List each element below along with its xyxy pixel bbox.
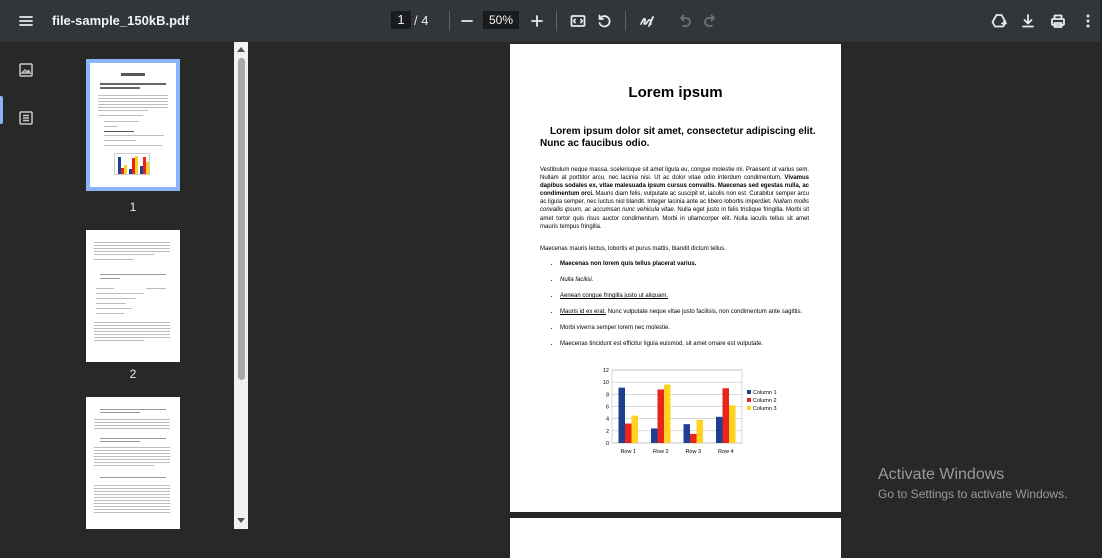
download-button[interactable] bbox=[1014, 7, 1042, 35]
bar bbox=[697, 420, 704, 443]
legend-swatch bbox=[747, 406, 751, 410]
pdf-page-1 bbox=[510, 44, 841, 512]
image-icon bbox=[18, 62, 34, 78]
save-to-drive-button[interactable] bbox=[985, 7, 1013, 35]
bar bbox=[684, 424, 691, 443]
document-viewer[interactable] bbox=[248, 42, 1100, 529]
minus-icon bbox=[458, 12, 476, 30]
menu-icon[interactable] bbox=[12, 7, 40, 35]
page-number-input[interactable] bbox=[391, 11, 411, 29]
document-paragraph: Vestibulum neque massa, scelerisque sit amet ligula eu, congue molestie mi. Praesent ut varius sem. Nullam at porttitor arcu, nec lacinia nisi. Ut ac dolor vitae odio interdum condimentum. Vivamus dapibus sodales ex, vitae malesuada ipsum cursus convallis. Maecenas sed egestas nulla, ac condimentum orci. Mauris diam felis, vulputate ac suscipit et, iaculis non est. Curabitur semper arcu ac ligula semper, nec luctus nisl blandit. Integer lacinia ante ac libero lobortis imperdiet. Nullam mollis convallis ipsum, ac accumsan nunc vehicula vitae. Nulla eget justo in felis tristique fringilla. Morbi sit amet tortor quis risus auctor condimentum. Morbi in ullamcorper elit. Nulla iaculis tellus sit amet mauris tempus fringilla. bbox=[540, 167, 810, 230]
y-tick-label: 12 bbox=[602, 368, 609, 374]
document-title: Lorem ipsum bbox=[628, 84, 723, 101]
undo-button[interactable] bbox=[670, 7, 698, 35]
bar bbox=[658, 389, 665, 443]
file-title: file-sample_150kB.pdf bbox=[52, 13, 190, 28]
legend-swatch bbox=[747, 398, 751, 402]
bar bbox=[729, 405, 736, 443]
list-item: • Nulla facilisi. bbox=[560, 276, 810, 284]
thumbnail-scrollbar[interactable] bbox=[234, 42, 248, 529]
fit-page-icon bbox=[569, 12, 587, 30]
document-bullet-list bbox=[550, 260, 810, 356]
zoom-out-button[interactable] bbox=[453, 7, 481, 35]
list-item: • Aenean congue fringilla justo ut aliquam. bbox=[560, 292, 810, 300]
redo-button[interactable] bbox=[697, 7, 725, 35]
print-icon bbox=[1049, 12, 1067, 30]
page-count: / 4 bbox=[414, 13, 429, 28]
rail-active-indicator bbox=[0, 96, 3, 124]
y-tick-label: 8 bbox=[605, 392, 609, 399]
thumbnail-page-number: 2 bbox=[129, 367, 137, 381]
list-item: • Maecenas non lorem quis tellus placerat varius. bbox=[560, 260, 810, 268]
toolbar-divider bbox=[556, 11, 557, 31]
list-icon bbox=[18, 110, 34, 126]
bar bbox=[651, 428, 658, 443]
windows-activation-watermark bbox=[878, 466, 1067, 501]
redo-icon bbox=[702, 12, 720, 30]
list-item: • Mauris id ex erat. Nunc vulputate neque vitae justo facilisis, non condimentum ante sagittis. bbox=[560, 308, 810, 316]
bar bbox=[625, 424, 632, 443]
pen-icon bbox=[638, 12, 656, 30]
download-icon bbox=[1019, 12, 1037, 30]
plus-icon bbox=[528, 12, 546, 30]
zoom-input[interactable] bbox=[483, 11, 519, 29]
bar-chart bbox=[592, 366, 777, 458]
y-tick-label: 0 bbox=[605, 441, 609, 447]
watermark-title: Activate Windows bbox=[878, 466, 1005, 483]
y-tick-label: 2 bbox=[605, 428, 609, 435]
x-tick-label: Row 1 bbox=[620, 449, 637, 455]
rotate-icon bbox=[595, 12, 613, 30]
toolbar-divider bbox=[449, 11, 450, 31]
bar bbox=[619, 388, 626, 443]
sidebar-rail bbox=[0, 42, 52, 529]
legend-label: Column 1 bbox=[753, 390, 777, 396]
x-tick-label: Row 3 bbox=[685, 449, 702, 455]
more-vert-icon bbox=[1079, 12, 1097, 30]
page-thumbnail-3[interactable] bbox=[86, 397, 180, 529]
pdf-page-2 bbox=[510, 518, 841, 558]
bar bbox=[664, 385, 671, 443]
y-tick-label: 6 bbox=[605, 404, 609, 411]
bar bbox=[632, 416, 639, 443]
bar bbox=[723, 388, 730, 443]
annotate-button[interactable] bbox=[633, 7, 661, 35]
legend-label: Column 2 bbox=[753, 398, 777, 404]
drive-add-icon bbox=[990, 12, 1008, 30]
rotate-button[interactable] bbox=[590, 7, 618, 35]
thumbnail-view-button[interactable] bbox=[12, 56, 40, 84]
page-thumbnail-1[interactable] bbox=[86, 59, 180, 191]
legend-swatch bbox=[747, 390, 751, 394]
scroll-down-arrow[interactable] bbox=[237, 518, 245, 523]
thumbnail-panel bbox=[52, 42, 234, 529]
document-paragraph: Maecenas mauris lectus, lobortis et purus mattis, blandit dictum tellus. bbox=[540, 246, 727, 252]
print-button[interactable] bbox=[1044, 7, 1072, 35]
list-item: • Maecenas tincidunt est efficitur ligula euismod, sit amet ornare est vulputate. bbox=[560, 340, 810, 348]
y-tick-label: 4 bbox=[605, 416, 609, 423]
watermark-subtitle: Go to Settings to activate Windows. bbox=[878, 487, 1068, 501]
bar bbox=[690, 434, 697, 443]
thumbnail-page-number: 1 bbox=[129, 200, 137, 214]
scrollbar-thumb[interactable] bbox=[238, 58, 245, 380]
pdf-toolbar bbox=[0, 0, 1100, 42]
fit-page-button[interactable] bbox=[564, 7, 592, 35]
undo-icon bbox=[675, 12, 693, 30]
page-thumbnail-2[interactable] bbox=[86, 230, 180, 362]
toolbar-divider bbox=[625, 11, 626, 31]
list-item: • Morbi viverra semper lorem nec molestie. bbox=[560, 324, 810, 332]
x-tick-label: Row 4 bbox=[717, 449, 734, 455]
legend-label: Column 3 bbox=[753, 406, 777, 412]
zoom-in-button[interactable] bbox=[523, 7, 551, 35]
outline-view-button[interactable] bbox=[12, 104, 40, 132]
more-options-button[interactable] bbox=[1074, 7, 1102, 35]
scroll-up-arrow[interactable] bbox=[237, 47, 245, 52]
document-subtitle: Lorem ipsum dolor sit amet, consectetur adipiscing elit. Nunc ac faucibus odio. bbox=[540, 126, 816, 149]
x-tick-label: Row 2 bbox=[652, 449, 669, 455]
bar bbox=[716, 417, 723, 443]
y-tick-label: 10 bbox=[602, 380, 609, 387]
